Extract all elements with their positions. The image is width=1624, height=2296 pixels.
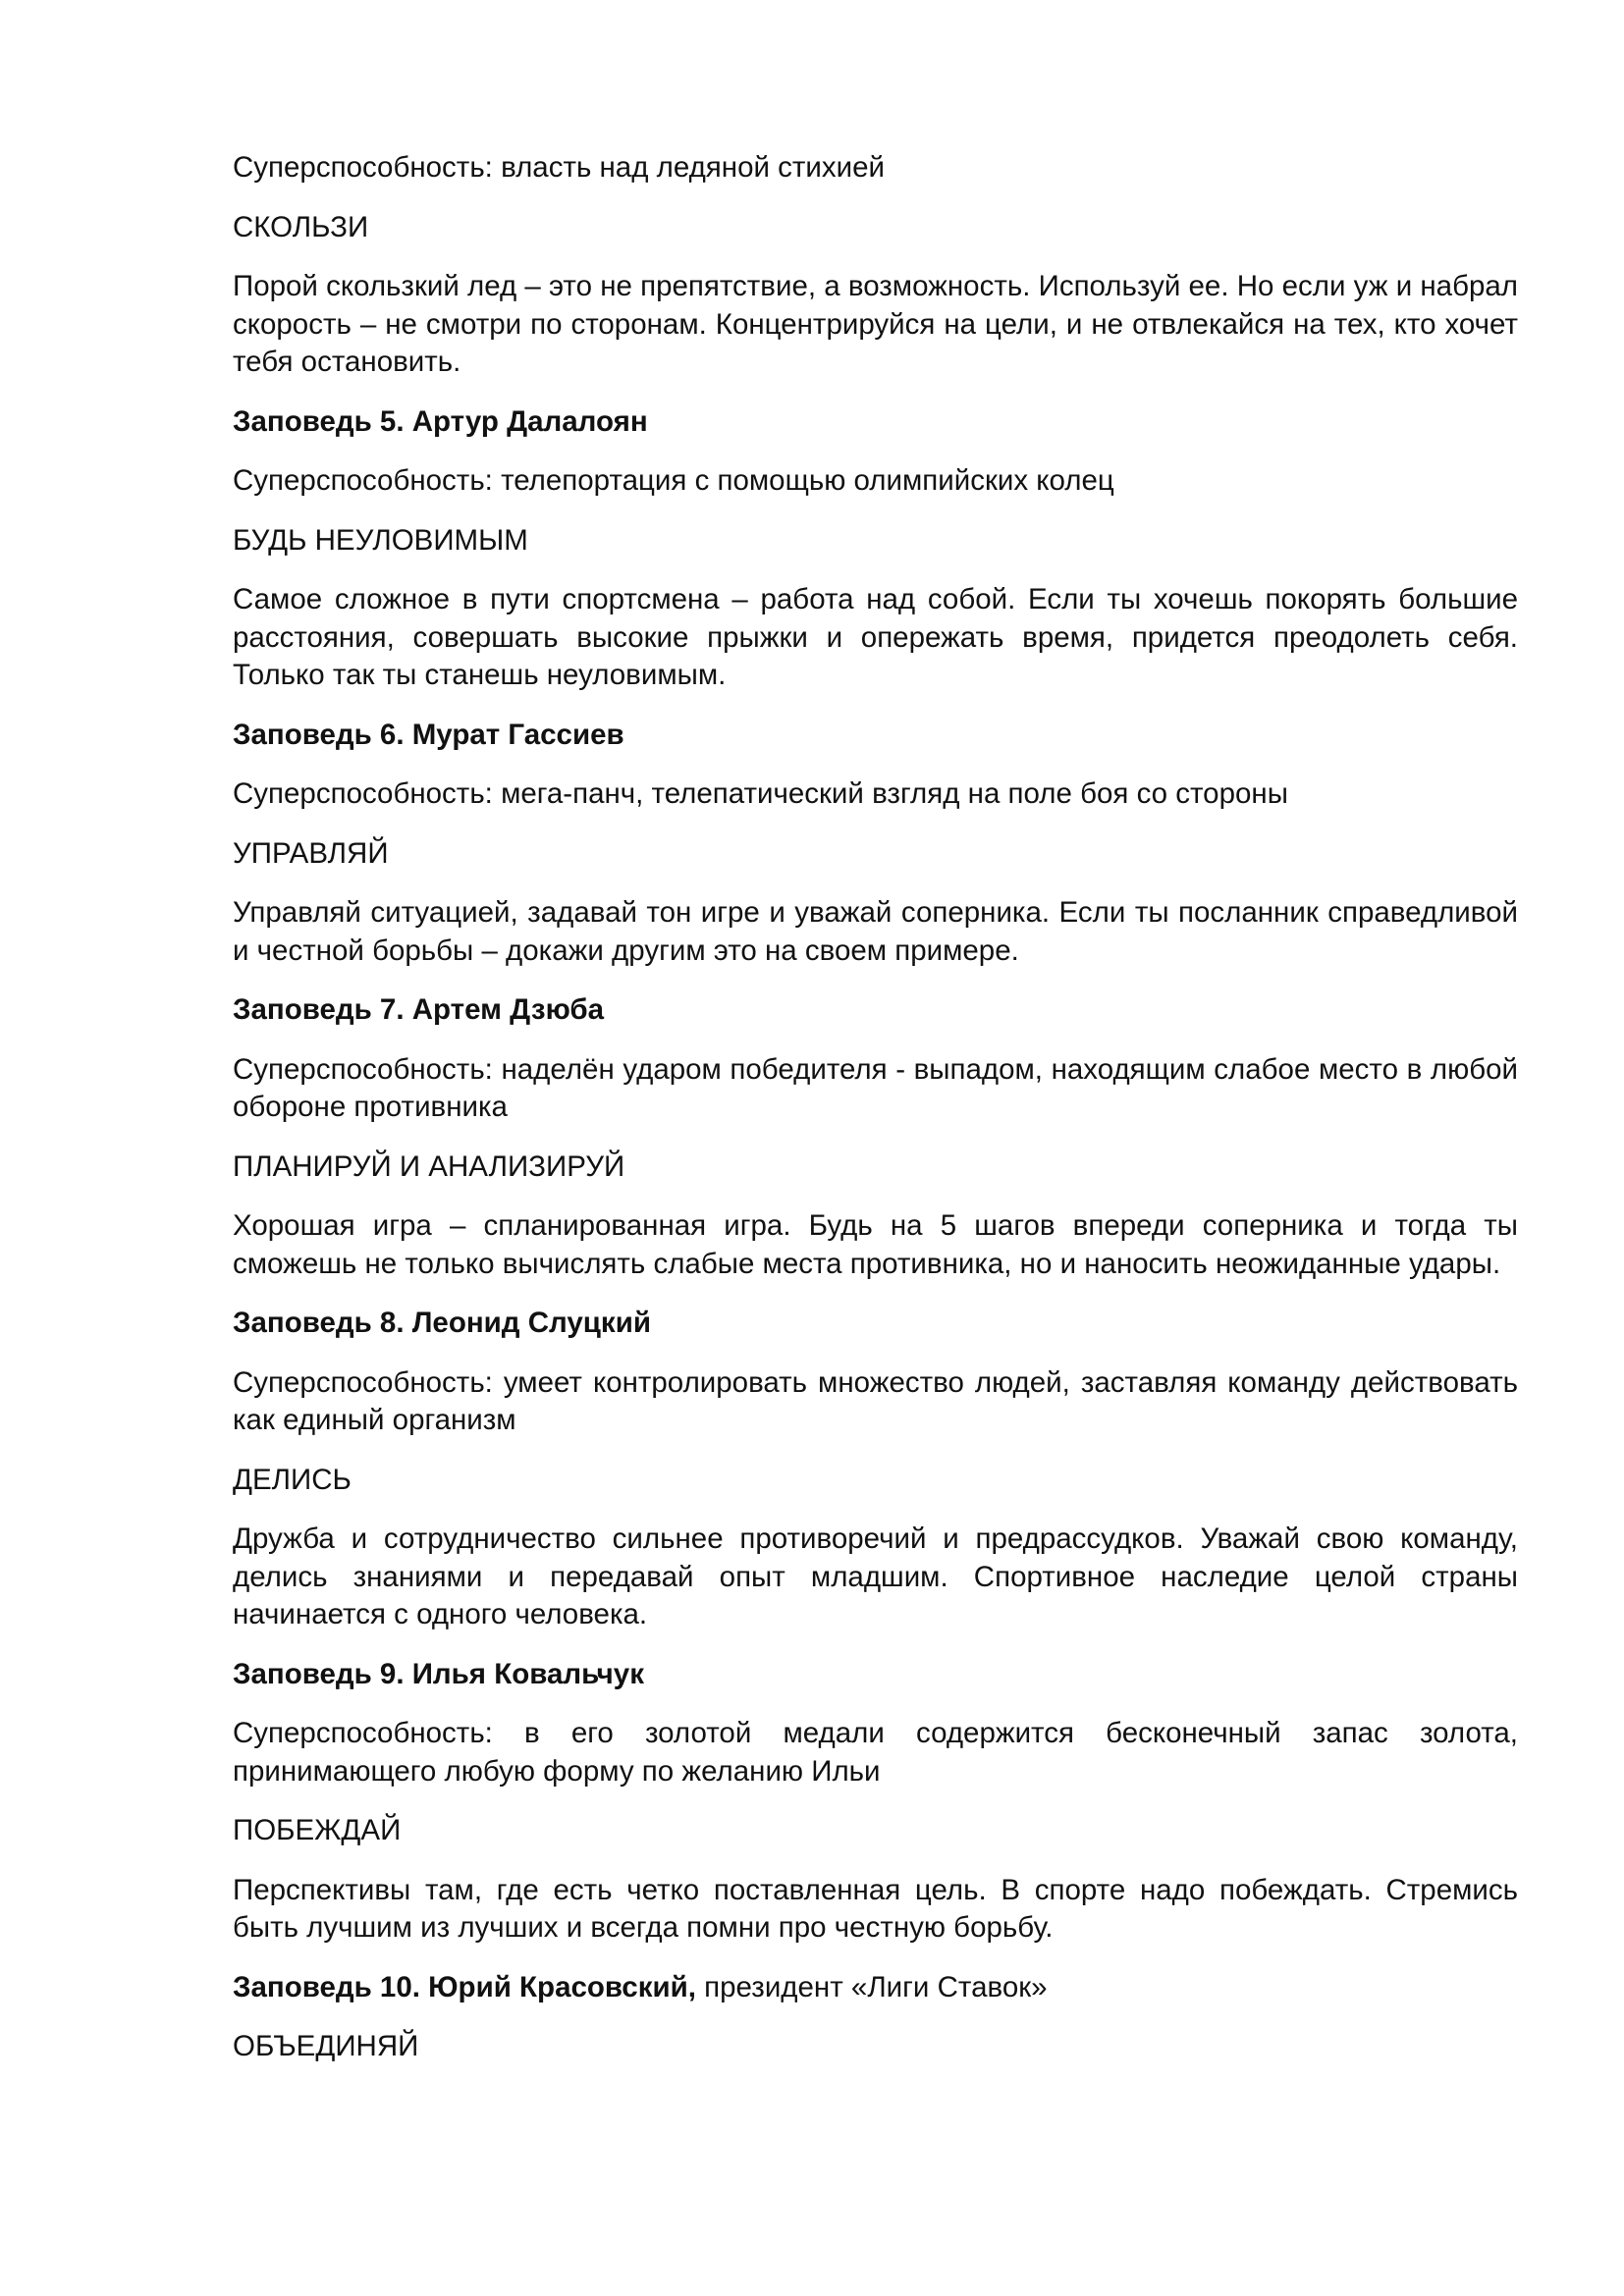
- commandment-motto: БУДЬ НЕУЛОВИМЫМ: [233, 523, 528, 557]
- commandment-body: Перспективы там, где есть четко поставленная цель. В спорте надо побеждать. Стремись быть лучшим из лучших и всегда помни про честную борьбу.: [233, 1873, 1518, 1944]
- commandment-motto: ОБЪЕДИНЯЙ: [233, 2030, 419, 2062]
- commandment-motto: ПЛАНИРУЙ И АНАЛИЗИРУЙ: [233, 1149, 625, 1183]
- commandment-heading: [233, 1969, 1518, 2007]
- superpower-line: Суперспособность: мега-панч, телепатический взгляд на поле боя со стороны: [233, 777, 1288, 810]
- commandment-heading: Заповедь 6. Мурат Гассиев: [233, 718, 624, 751]
- superpower-line: Суперспособность: в его золотой медали содержится бесконечный запас золота, принимающего любую форму по желанию Ильи: [233, 1717, 1518, 1788]
- commandment-heading-title: Заповедь 10. Юрий Красовский,: [233, 1970, 696, 2003]
- commandment-heading: Заповедь 7. Артем Дзюба: [233, 993, 604, 1026]
- document-page: [233, 149, 1518, 2088]
- commandment-heading: Заповедь 9. Илья Ковальчук: [233, 1657, 644, 1690]
- commandment-body: Дружба и сотрудничество сильнее противоречий и предрассудков. Уважай свою команду, делись знаниями и передавай опыт младшим. Спортивное наследие целой страны начинается с одного человека.: [233, 1522, 1518, 1630]
- commandment-heading: Заповедь 5. Артур Далалоян: [233, 404, 648, 438]
- commandment-motto: ДЕЛИСЬ: [233, 1463, 352, 1496]
- commandment-body: Порой скользкий лед – это не препятствие, а возможность. Используй ее. Но если уж и набрал скорость – не смотри по сторонам. Концентрируйся на цели, и не отвлекайся на тех, кто хочет тебя остановить.: [233, 270, 1518, 378]
- commandment-body: Хорошая игра – спланированная игра. Будь на 5 шагов впереди соперника и тогда ты сможешь не только вычислять слабые места противника, но и наносить неожиданные удары.: [233, 1209, 1518, 1280]
- commandment-motto: ПОБЕЖДАЙ: [233, 1814, 402, 1846]
- superpower-line: Суперспособность: власть над ледяной стихией: [233, 151, 886, 184]
- superpower-line: Суперспособность: наделён ударом победителя - выпадом, находящим слабое место в любой обороне противника: [233, 1052, 1518, 1123]
- commandment-heading-role: президент «Лиги Ставок»: [695, 1970, 1048, 2003]
- superpower-line: Суперспособность: умеет контролировать множество людей, заставляя команду действовать как единый организм: [233, 1365, 1518, 1436]
- commandment-heading: Заповедь 8. Леонид Слуцкий: [233, 1307, 651, 1339]
- commandment-body: Управляй ситуацией, задавай тон игре и уважай соперника. Если ты посланник справедливой и честной борьбы – докажи другим это на своем примере.: [233, 896, 1518, 967]
- commandment-motto: УПРАВЛЯЙ: [233, 836, 389, 870]
- superpower-line: Суперспособность: телепортация с помощью олимпийских колец: [233, 464, 1114, 497]
- commandment-body: Самое сложное в пути спортсмена – работа над собой. Если ты хочешь покорять большие расстояния, совершать высокие прыжки и опережать время, придется преодолеть себя. Только так ты станешь неуловимым.: [233, 583, 1518, 691]
- commandment-motto: СКОЛЬЗИ: [233, 210, 369, 243]
